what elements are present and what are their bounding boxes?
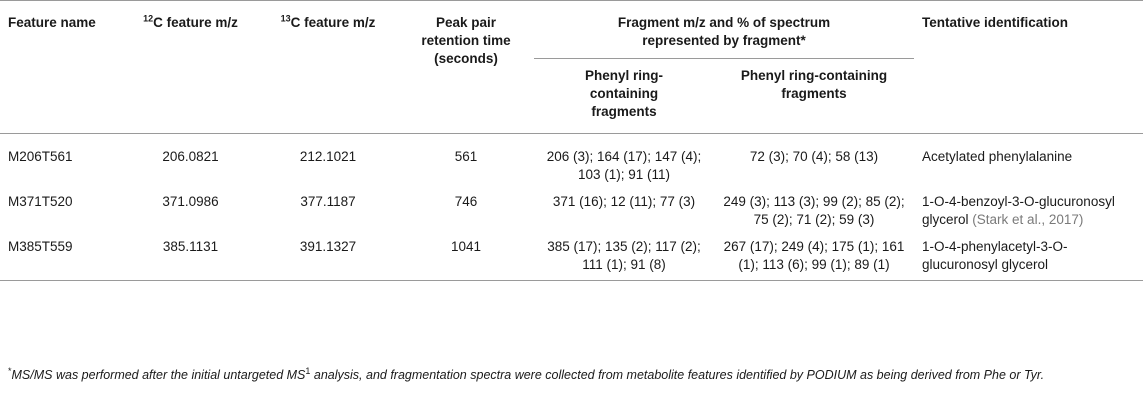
cell-c13-mz: 377.1187 — [300, 194, 356, 209]
footnote-superscript: 1 — [305, 365, 311, 376]
identification-text: Acetylated phenylalanine — [922, 149, 1073, 164]
cell-phenyl-fragments: 206 (3); 164 (17); 147 (4); 103 (1); 91 (11) — [546, 149, 702, 182]
cell-feature-name: M206T561 — [8, 149, 73, 164]
footnote-text-2: analysis, and fragmentation spectra were collected from metabolite features identified by PODIUM as being derived from Phe or Tyr. — [310, 368, 1045, 382]
citation-link[interactable]: (Stark et al., 2017) — [972, 212, 1084, 227]
c13-superscript: 13 — [280, 13, 291, 24]
cell-retention-time: 1041 — [450, 239, 482, 254]
header-c13-mz — [258, 1, 398, 134]
table-row — [0, 229, 1143, 281]
cell-c13-mz: 391.1327 — [299, 239, 357, 254]
cell-phenyl-fragments: 385 (17); 135 (2); 117 (2); 111 (1); 91 (8) — [547, 239, 701, 272]
identification-text: 1-O-4-benzoyl-3-O-glucuronosyl glycerol — [922, 194, 1115, 227]
c12-superscript: 12 — [143, 13, 154, 24]
header-feature-name: Feature name — [0, 1, 123, 134]
cell-identification — [914, 134, 1143, 185]
cell-phenyl-fragments-2: 249 (3); 113 (3); 99 (2); 85 (2); 75 (2); 71 (2); 59 (3) — [723, 194, 905, 227]
cell-phenyl-fragments-2: 267 (17); 249 (4); 175 (1); 161 (1); 113 (6); 99 (1); 89 (1) — [723, 239, 905, 272]
c13-label: C feature m/z — [290, 15, 376, 30]
cell-retention-time: 746 — [454, 194, 478, 209]
cell-phenyl-fragments: 371 (16); 12 (11); 77 (3) — [552, 194, 696, 209]
cell-c12-mz: 385.1131 — [162, 239, 219, 254]
cell-identification — [914, 184, 1143, 229]
header-phenyl-fragments-2: Phenyl ring-containing fragments — [714, 59, 914, 134]
cell-c13-mz: 212.1021 — [299, 149, 357, 164]
header-phenyl-fragments: Phenyl ring-containing fragments — [534, 59, 714, 134]
table-row — [0, 184, 1143, 229]
table-row — [0, 134, 1143, 185]
table-footnote — [8, 366, 1138, 384]
identification-text: 1-O-4-phenylacetyl-3-O-glucuronosyl glycerol — [922, 239, 1068, 272]
c12-label: C feature m/z — [153, 15, 238, 30]
cell-c12-mz: 206.0821 — [162, 149, 219, 164]
cell-retention-time: 561 — [454, 149, 478, 164]
cell-c12-mz: 371.0986 — [162, 194, 219, 209]
header-retention-time: Peak pair retention time (seconds) — [398, 1, 534, 134]
cell-identification — [914, 229, 1143, 281]
footnote-text-1: MS/MS was performed after the initial untargeted MS — [11, 368, 306, 382]
header-c12-mz — [123, 1, 258, 134]
cell-phenyl-fragments-2: 72 (3); 70 (4); 58 (13) — [749, 149, 879, 164]
header-tentative-identification: Tentative identification — [914, 1, 1143, 134]
cell-feature-name: M371T520 — [8, 194, 73, 209]
header-fragment-group: Fragment m/z and % of spectrum represented by fragment* — [534, 1, 914, 59]
cell-feature-name: M385T559 — [8, 239, 73, 254]
footnote-marker: * — [8, 365, 12, 376]
